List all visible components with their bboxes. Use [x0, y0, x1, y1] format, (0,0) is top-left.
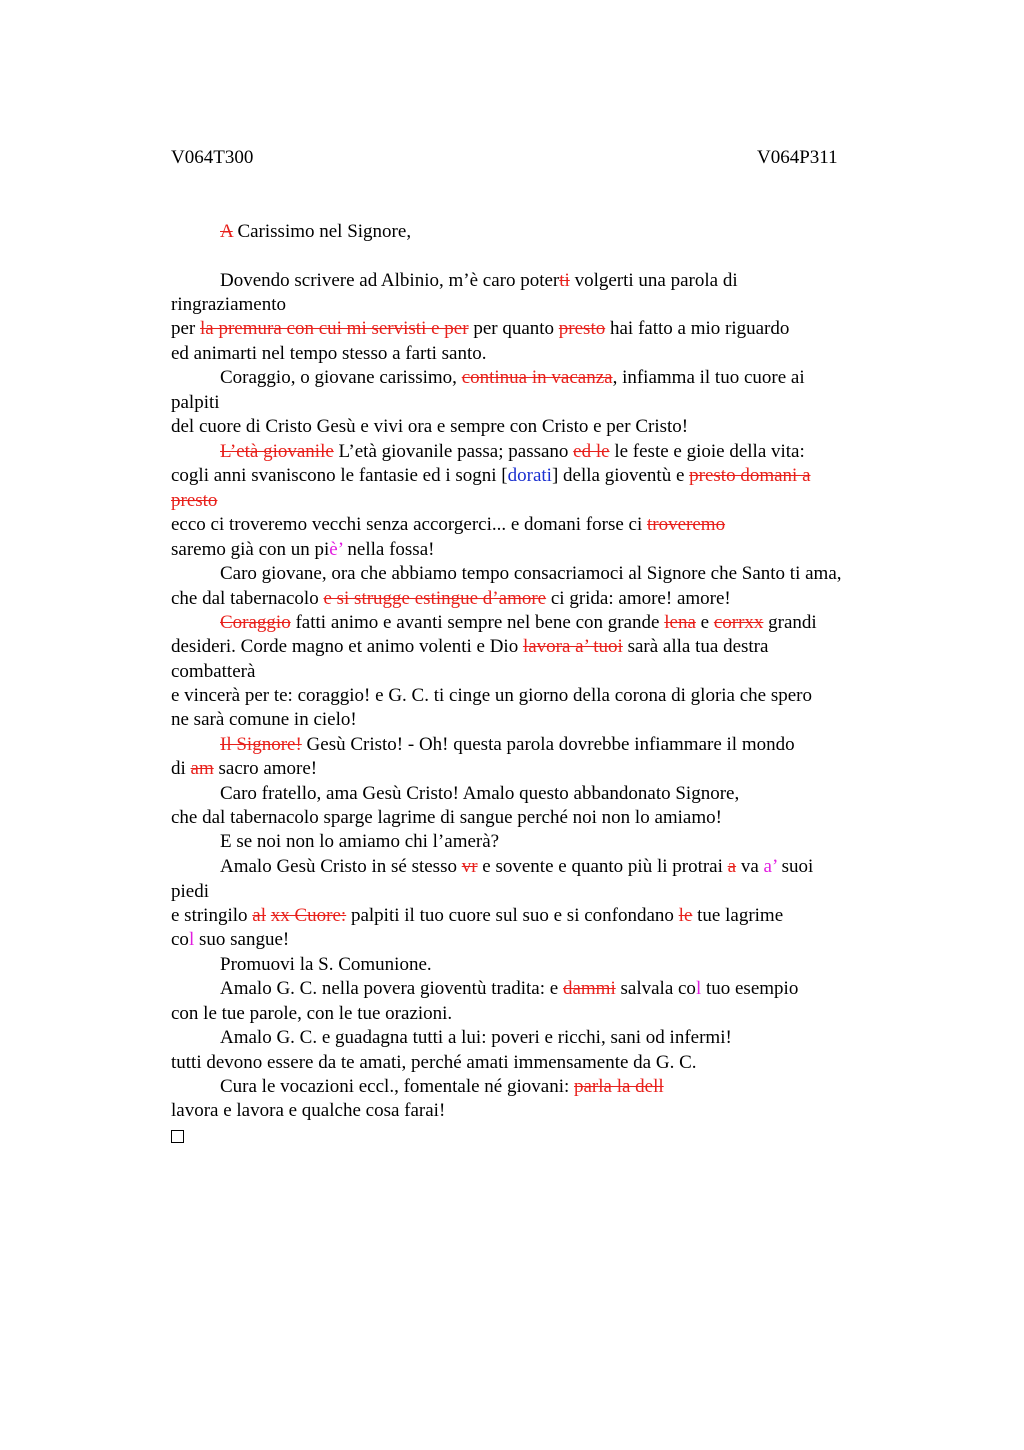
text-run: Caro giovane, ora che abbiamo tempo consacriamoci al Signore che Santo ti ama,: [220, 563, 842, 584]
text-run: E se noi non lo amiamo chi l’amerà?: [220, 831, 500, 852]
text-run: sacro amore!: [213, 758, 318, 779]
deleted-text: lena: [664, 612, 696, 633]
text-run: va: [736, 856, 764, 877]
text-line: [171, 806, 722, 830]
deleted-text: presto: [558, 318, 606, 339]
corrected-text: l: [188, 929, 195, 950]
text-run: Cura le vocazioni eccl., fomentale né giovani:: [220, 1076, 574, 1097]
text-line: [171, 489, 217, 513]
deleted-text: A: [220, 221, 233, 242]
text-run: che dal tabernacolo: [171, 588, 324, 609]
text-run: sarà alla tua destra: [622, 636, 769, 657]
text-line: [171, 733, 795, 757]
end-marker-line: [171, 1125, 184, 1149]
text-line: [171, 855, 813, 879]
text-line: [171, 660, 255, 684]
text-run: piedi: [171, 881, 209, 902]
text-run: salvala co: [615, 978, 696, 999]
text-run: e vincerà per te: coraggio! e G. C. ti cinge un giorno della corona di gloria che spero: [171, 685, 813, 706]
text-run: del cuore di Cristo Gesù e vivi ora e sempre con Cristo e per Cristo!: [171, 416, 689, 437]
text-run: tue lagrime: [692, 905, 784, 926]
text-run: di: [171, 758, 191, 779]
deleted-text: e si strugge estingue d’amore: [323, 588, 547, 609]
deleted-text: vr: [461, 856, 478, 877]
text-run: Amalo G. C. nella povera gioventù tradita: e: [220, 978, 563, 999]
text-line: [171, 391, 220, 415]
text-line: [171, 415, 688, 439]
text-run: cogli anni svaniscono le fantasie ed i sogni [: [171, 465, 508, 486]
corrected-text: è’: [329, 539, 343, 560]
deleted-text: continua in vacanza: [461, 367, 613, 388]
text-run: palpiti: [171, 392, 220, 413]
text-run: ] della gioventù e: [551, 465, 690, 486]
text-run: con le tue parole, con le tue orazioni.: [171, 1003, 453, 1024]
deleted-text: Il Signore!: [220, 734, 302, 755]
text-line: [171, 269, 738, 293]
text-line: [171, 611, 817, 635]
text-line: [171, 757, 317, 781]
text-line: [171, 782, 739, 806]
deleted-text: dammi: [562, 978, 616, 999]
text-run: nella fossa!: [342, 539, 435, 560]
deleted-text: Coraggio: [220, 612, 291, 633]
text-line: [171, 440, 805, 464]
text-run: co: [171, 929, 189, 950]
deleted-text: presto domani a: [689, 465, 811, 486]
text-line: [171, 562, 842, 586]
text-run: fatti animo e avanti sempre nel bene con grande: [290, 612, 665, 633]
text-run: suoi: [776, 856, 814, 877]
deleted-text: ed le: [573, 441, 610, 462]
text-run: desideri. Corde magno et animo volenti e Dio: [171, 636, 523, 657]
text-run: , infiamma il tuo cuore ai: [612, 367, 805, 388]
deleted-text: a: [727, 856, 737, 877]
text-run: ed animarti nel tempo stesso a farti santo.: [171, 343, 487, 364]
text-run: ringraziamento: [171, 294, 287, 315]
deleted-text: al: [252, 905, 266, 926]
text-run: tuo esempio: [701, 978, 799, 999]
inserted-text: dorati: [507, 465, 552, 486]
text-run: tutti devono essere da te amati, perché amati immensamente da G. C.: [171, 1052, 697, 1073]
corrected-text: a’: [763, 856, 777, 877]
deleted-text: L’età giovanile: [220, 441, 334, 462]
text-line: [171, 464, 811, 488]
text-line: [171, 904, 783, 928]
text-run: Carissimo nel Signore,: [232, 221, 412, 242]
text-line: [171, 293, 286, 317]
deleted-text: la premura con cui mi servisti e per: [200, 318, 469, 339]
deleted-text: xx Cuore:: [270, 905, 347, 926]
text-run: le feste e gioie della vita:: [609, 441, 805, 462]
deleted-text: parla la dell: [574, 1076, 664, 1097]
text-run: Amalo Gesù Cristo in sé stesso: [220, 856, 462, 877]
text-line: [171, 928, 289, 952]
deleted-text: corrxx: [713, 612, 764, 633]
text-run: grandi: [763, 612, 817, 633]
text-line: [171, 830, 499, 854]
text-line: [171, 1026, 732, 1050]
header-right-code: V064P311: [757, 147, 838, 168]
text-line: [171, 1051, 697, 1075]
text-run: per quanto: [468, 318, 559, 339]
text-run: per: [171, 318, 201, 339]
text-run: Promuovi la S. Comunione.: [220, 954, 432, 975]
text-run: Coraggio, o giovane carissimo,: [220, 367, 462, 388]
text-run: ne sarà comune in cielo!: [171, 709, 357, 730]
text-line: [171, 1002, 452, 1026]
text-line: [171, 953, 432, 977]
deleted-text: le: [678, 905, 693, 926]
text-run: Gesù Cristo! - Oh! questa parola dovrebbe infiammare il mondo: [301, 734, 795, 755]
text-line: [171, 1075, 664, 1099]
text-line: [171, 538, 434, 562]
text-run: suo sangue!: [194, 929, 290, 950]
deleted-text: ti: [559, 270, 570, 291]
text-line: [171, 587, 731, 611]
text-run: combatterà: [171, 661, 256, 682]
text-run: L’età giovanile passa; passano: [333, 441, 574, 462]
text-line: [171, 342, 487, 366]
text-line: [171, 1099, 445, 1123]
text-run: volgerti una parola di: [569, 270, 738, 291]
text-run: palpiti il tuo cuore sul suo e si confondano: [346, 905, 679, 926]
end-box-icon: [171, 1130, 184, 1143]
text-run: lavora e lavora e qualche cosa farai!: [171, 1100, 446, 1121]
corrected-text: l: [695, 978, 702, 999]
text-run: Dovendo scrivere ad Albinio, m’è caro poter: [220, 270, 560, 291]
deleted-text: am: [190, 758, 214, 779]
header-left-code: V064T300: [171, 147, 254, 168]
text-run: che dal tabernacolo sparge lagrime di sangue perché noi non lo amiamo!: [171, 807, 722, 828]
text-run: Amalo G. C. e guadagna tutti a lui: poveri e ricchi, sani od infermi!: [220, 1027, 732, 1048]
text-line: [171, 635, 768, 659]
text-line: [171, 708, 357, 732]
text-run: Caro fratello, ama Gesù Cristo! Amalo questo abbandonato Signore,: [220, 783, 740, 804]
text-line: [171, 366, 805, 390]
text-run: e sovente e quanto più li protrai: [477, 856, 728, 877]
text-run: ci grida: amore! amore!: [546, 588, 731, 609]
text-run: saremo già con un pi: [171, 539, 330, 560]
text-run: hai fatto a mio riguardo: [605, 318, 790, 339]
deleted-text: lavora a’ tuoi: [522, 636, 623, 657]
text-line: [171, 880, 209, 904]
text-run: ecco ci troveremo vecchi senza accorgerci... e domani forse ci: [171, 514, 647, 535]
text-line: [171, 684, 812, 708]
text-line: [171, 977, 798, 1001]
text-run: e: [695, 612, 714, 633]
text-line: [171, 317, 789, 341]
deleted-text: presto: [171, 490, 218, 511]
text-line: [171, 220, 411, 244]
text-run: e stringilo: [171, 905, 253, 926]
deleted-text: troveremo: [646, 514, 726, 535]
text-line: [171, 513, 725, 537]
